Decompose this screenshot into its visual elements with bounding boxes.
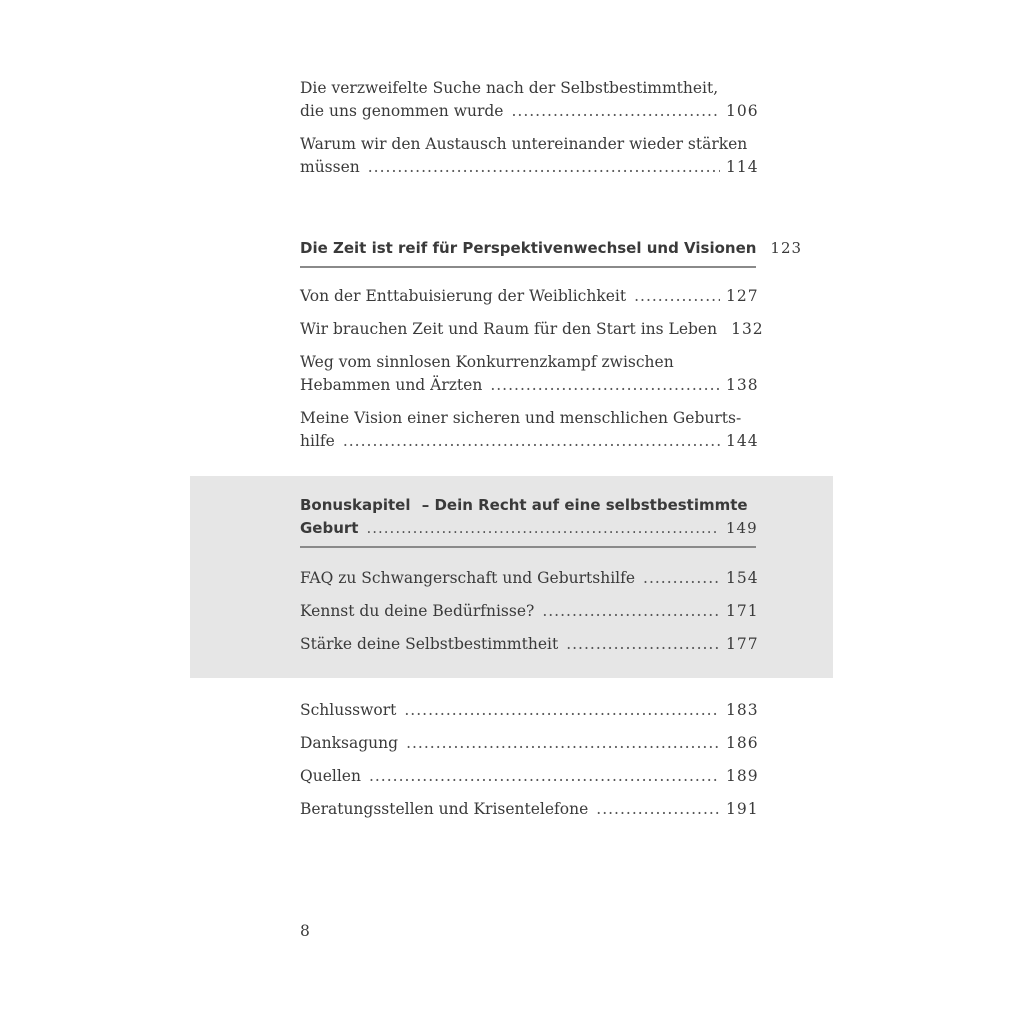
dot-leader — [368, 156, 720, 179]
toc-entry[interactable] — [300, 407, 759, 453]
toc-entry-title-line1: Warum wir den Austausch untereinander wieder stärken — [300, 135, 748, 153]
toc-entry[interactable] — [300, 633, 759, 656]
toc-entry[interactable] — [300, 351, 759, 397]
toc-entry[interactable] — [300, 798, 759, 821]
toc-entry-page: 186 — [726, 734, 759, 752]
toc-entry-title-line1: Weg vom sinnlosen Konkurrenzkampf zwischen — [300, 353, 674, 371]
toc-entry[interactable] — [300, 732, 759, 755]
toc-entry-title: Beratungsstellen und Krisentelefone — [300, 800, 589, 818]
toc-entry[interactable] — [300, 765, 759, 788]
toc-entry-title: Danksagung — [300, 734, 399, 752]
dot-leader — [542, 600, 720, 623]
dot-leader — [404, 699, 720, 722]
toc-entry[interactable] — [300, 600, 759, 623]
toc-section-heading[interactable] — [300, 237, 803, 268]
dot-leader — [511, 100, 720, 123]
toc-group-4 — [300, 699, 759, 831]
toc-entry-page: 127 — [726, 287, 759, 305]
dot-leader — [566, 633, 720, 656]
toc-entry-page: 191 — [726, 800, 759, 818]
toc-entry-page: 138 — [726, 376, 759, 394]
bonus-title-line1: – Dein Recht auf eine selbstbestimmte — [421, 496, 748, 514]
bonus-page: 149 — [726, 519, 758, 537]
dot-leader — [634, 285, 720, 308]
dot-leader — [406, 732, 720, 755]
toc-entry-page: 154 — [726, 569, 759, 587]
toc-entry-page: 144 — [726, 432, 759, 450]
toc-entry-title-line2: müssen — [300, 158, 360, 176]
toc-entry[interactable] — [300, 318, 764, 341]
toc-entry-page: 171 — [726, 602, 759, 620]
toc-entry-title: Kennst du deine Bedürfnisse? — [300, 602, 535, 620]
bonus-label: Bonuskapitel — [300, 496, 411, 514]
dot-leader — [343, 430, 720, 453]
toc-entry-title-line1: Meine Vision einer sicheren und menschlichen Geburts- — [300, 409, 742, 427]
toc-entry[interactable] — [300, 699, 759, 722]
toc-entry-page: 132 — [731, 320, 764, 338]
toc-entry-page: 106 — [726, 102, 759, 120]
toc-entry-title-line2: Hebammen und Ärzten — [300, 376, 483, 394]
toc-entry-page: 189 — [726, 767, 759, 785]
bonus-title-line2: Geburt — [300, 519, 359, 537]
toc-entry-page: 177 — [726, 635, 759, 653]
toc-entry[interactable] — [300, 77, 759, 123]
page-number: 8 — [300, 922, 310, 940]
toc-entry-title: FAQ zu Schwangerschaft und Geburtshilfe — [300, 569, 636, 587]
toc-entry-title: Schlusswort — [300, 701, 397, 719]
toc-entry[interactable] — [300, 133, 759, 179]
toc-entry-title-line1: Die verzweifelte Suche nach der Selbstbestimmtheit, — [300, 79, 719, 97]
dot-leader — [490, 374, 720, 397]
toc-group-3 — [300, 567, 759, 666]
toc-group-1 — [300, 77, 759, 189]
toc-entry-page: 114 — [726, 158, 759, 176]
toc-entry-page: 183 — [726, 701, 759, 719]
toc-bonus-heading[interactable] — [300, 494, 756, 548]
toc-entry[interactable] — [300, 285, 759, 308]
toc-entry-title-line2: hilfe — [300, 432, 335, 450]
dot-leader — [643, 567, 720, 590]
dot-leader — [369, 765, 720, 788]
toc-entry-title: Von der Enttabuisierung der Weiblichkeit — [300, 287, 627, 305]
section-page: 123 — [770, 239, 803, 257]
toc-entry-title-line2: die uns genommen wurde — [300, 102, 504, 120]
toc-group-2 — [300, 285, 764, 463]
dot-leader — [596, 798, 720, 821]
section-title: Die Zeit ist reif für Perspektivenwechsel und Visionen — [300, 239, 757, 257]
toc-entry-title: Stärke deine Selbstbestimmtheit — [300, 635, 559, 653]
toc-entry-title: Wir brauchen Zeit und Raum für den Start ins Leben — [300, 320, 718, 338]
toc-entry[interactable] — [300, 567, 759, 590]
toc-entry-title: Quellen — [300, 767, 361, 785]
dot-leader — [366, 517, 720, 540]
